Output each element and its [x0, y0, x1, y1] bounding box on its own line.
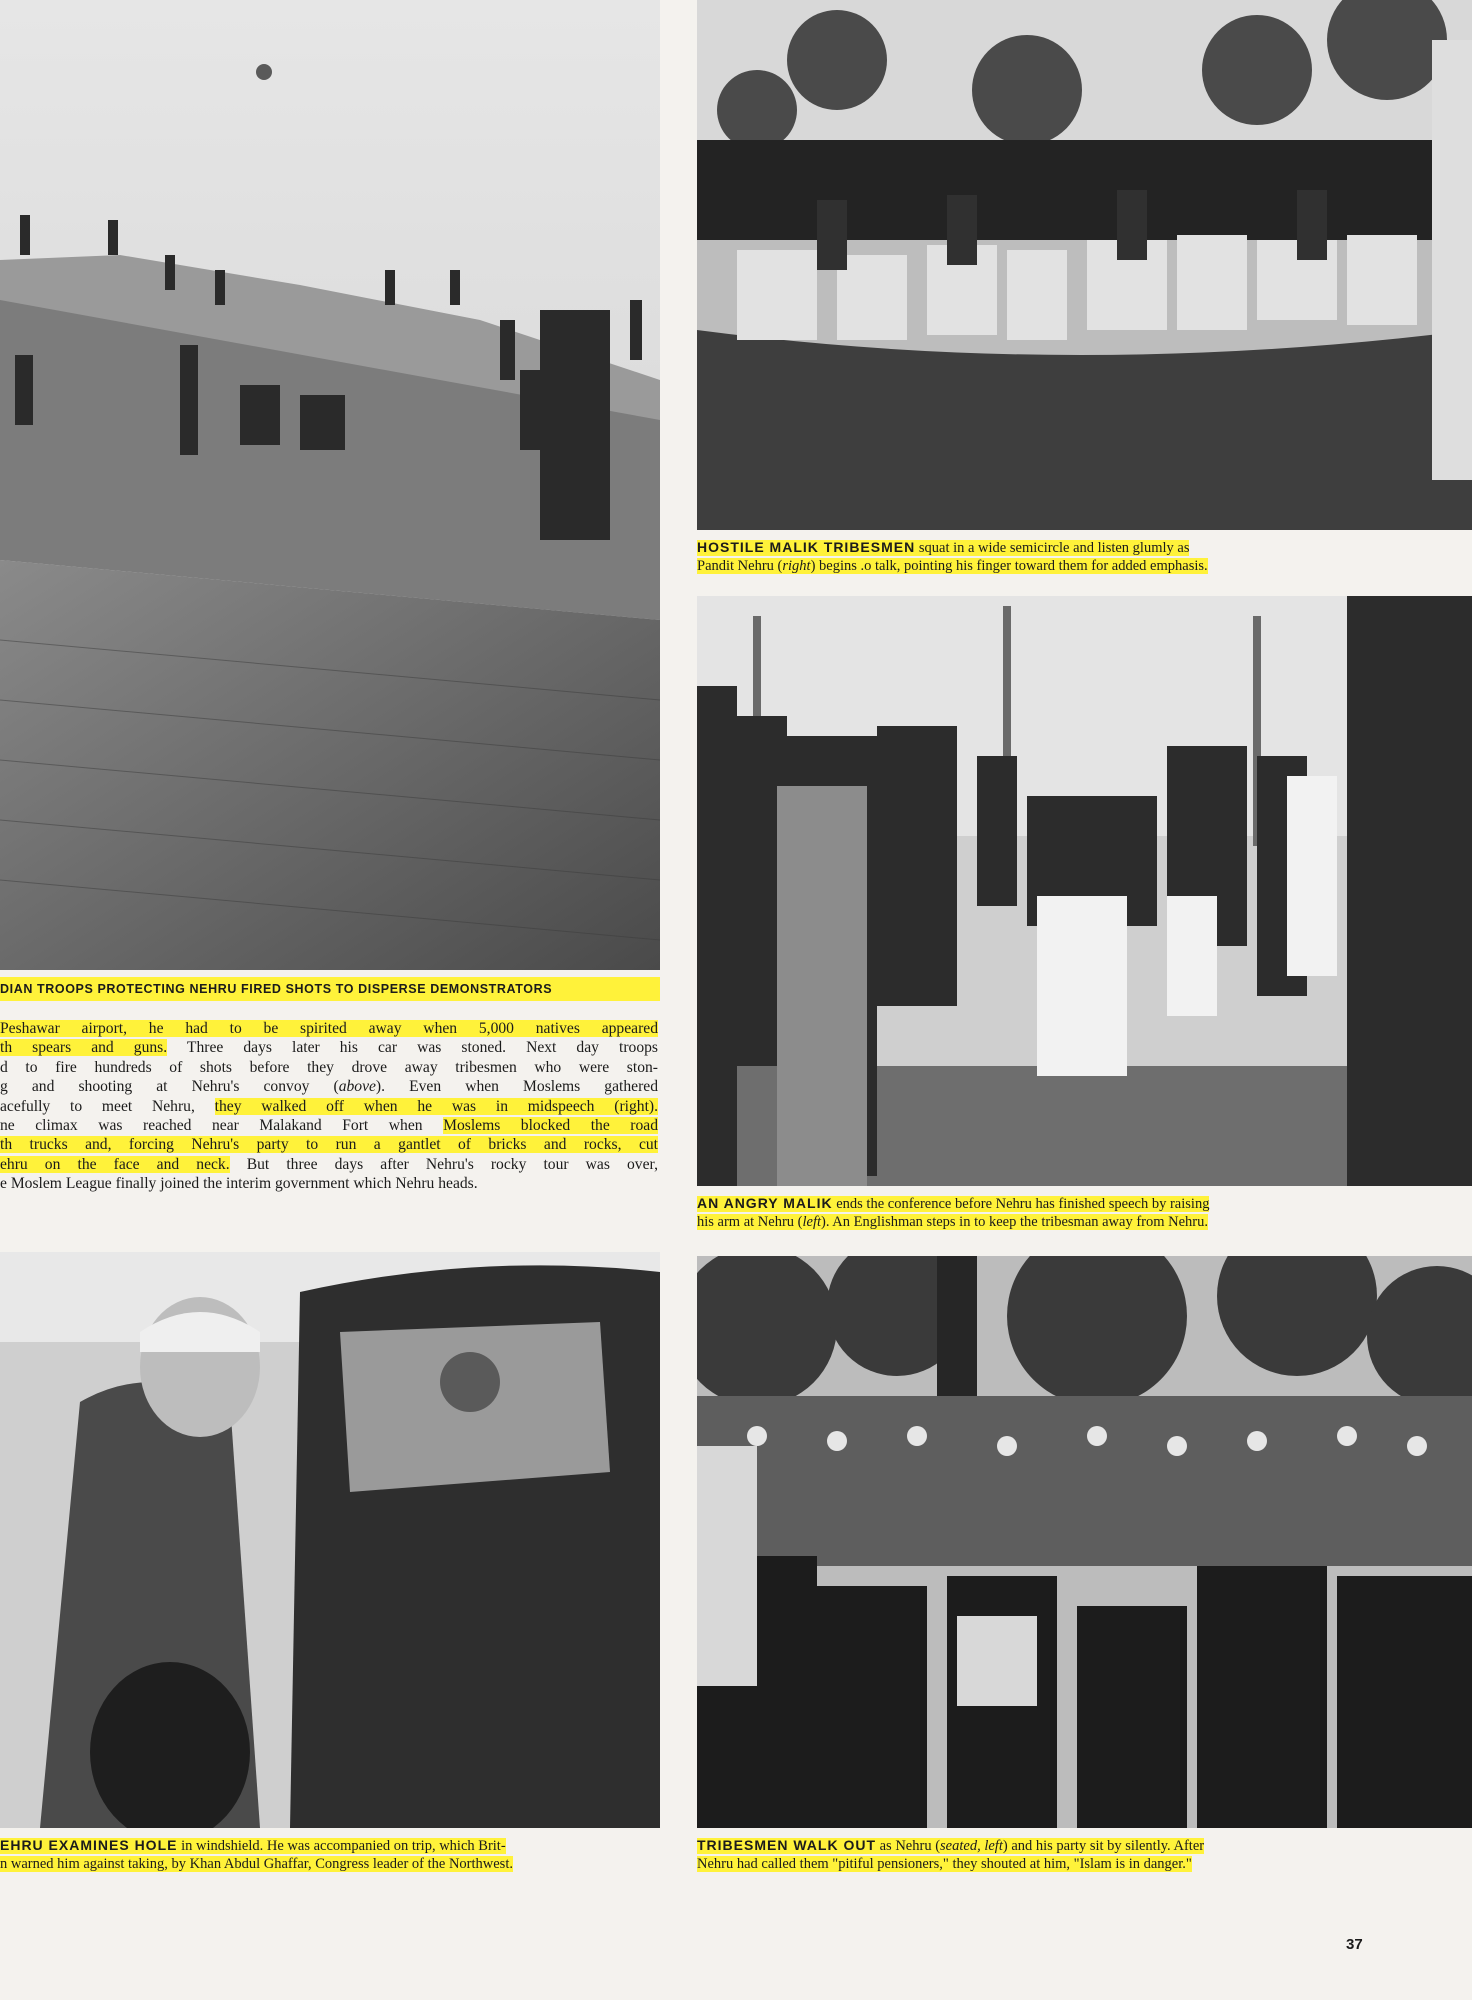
walk-out-line1-b: ) and his party sit by silently. After [1002, 1838, 1205, 1854]
article-body [0, 1019, 658, 1194]
hostile-malik-lead: HOSTILE MALIK TRIBESMEN [697, 539, 916, 555]
article-line: d to fire hundreds of shots before they drove away tribesmen who were ston- [0, 1058, 658, 1076]
angry-malik-line1: ends the conference before Nehru has finished speech by raising [832, 1196, 1210, 1212]
nehru-hole-caption [0, 1836, 660, 1873]
article-line: ne climax was reached near Malakand Fort when Moslems blocked the road [0, 1117, 658, 1135]
troops-hillside-photo [0, 0, 660, 970]
angry-malik-line2-pre: his arm at Nehru ( [697, 1214, 803, 1230]
walk-out-line2: Nehru had called them "pitiful pensioners," they shouted at him, "Islam is in danger." [697, 1856, 1192, 1872]
hostile-malik-line1: squat in a wide semicircle and listen glumly as [915, 540, 1190, 556]
page-number: 37 [1346, 1936, 1363, 1953]
nehru-hole-line1: in windshield. He was accompanied on trip, which Brit- [177, 1838, 506, 1854]
angry-malik-line2-post: ). An Englishman steps in to keep the tribesman away from Nehru. [821, 1214, 1209, 1230]
angry-malik-photo [697, 596, 1472, 1186]
hostile-malik-line2-post: ) begins .o talk, pointing his finger toward them for added emphasis. [810, 558, 1208, 574]
walk-out-lead: TRIBESMEN WALK OUT [697, 1837, 876, 1853]
article-line: e Moslem League finally joined the interim government which Nehru heads. [0, 1175, 478, 1193]
article-line: Peshawar airport, he had to be spirited away when 5,000 natives appeared [0, 1020, 658, 1037]
nehru-hole-lead: EHRU EXAMINES HOLE [0, 1837, 178, 1853]
hostile-malik-line2-em: right [782, 558, 811, 574]
troops-banner-caption: DIAN TROOPS PROTECTING NEHRU FIRED SHOTS TO DISPERSE DEMONSTRATORS [0, 977, 660, 1001]
tribesmen-semicircle-photo [697, 0, 1472, 530]
article-line: ehru on the face and neck. But three days after Nehru's rocky tour was over, [0, 1155, 658, 1173]
ink-smudge [256, 64, 272, 80]
walk-out-caption [697, 1836, 1472, 1873]
hostile-malik-caption [697, 538, 1472, 575]
angry-malik-line2-em: left [802, 1214, 822, 1230]
walk-out-line1-a: as Nehru ( [876, 1838, 941, 1854]
article-line: g and shooting at Nehru's convoy (above). Even when Moslems gathered [0, 1078, 658, 1096]
article-line: th trucks and, forcing Nehru's party to run a gantlet of bricks and rocks, cut [0, 1136, 658, 1154]
hostile-malik-line2-pre: Pandit Nehru ( [697, 558, 783, 574]
angry-malik-caption [697, 1194, 1472, 1231]
angry-malik-lead: AN ANGRY MALIK [697, 1195, 833, 1211]
walk-out-line1-em: seated, left [940, 1838, 1003, 1854]
tribesmen-walk-out-photo [697, 1256, 1472, 1828]
nehru-hole-line2: n warned him against taking, by Khan Abdul Ghaffar, Congress leader of the Northwest. [0, 1856, 513, 1872]
nehru-windshield-photo [0, 1252, 660, 1828]
article-line: acefully to meet Nehru, they walked off when he was in midspeech (right). [0, 1097, 658, 1115]
article-line: th spears and guns. Three days later his car was stoned. Next day troops [0, 1039, 658, 1057]
